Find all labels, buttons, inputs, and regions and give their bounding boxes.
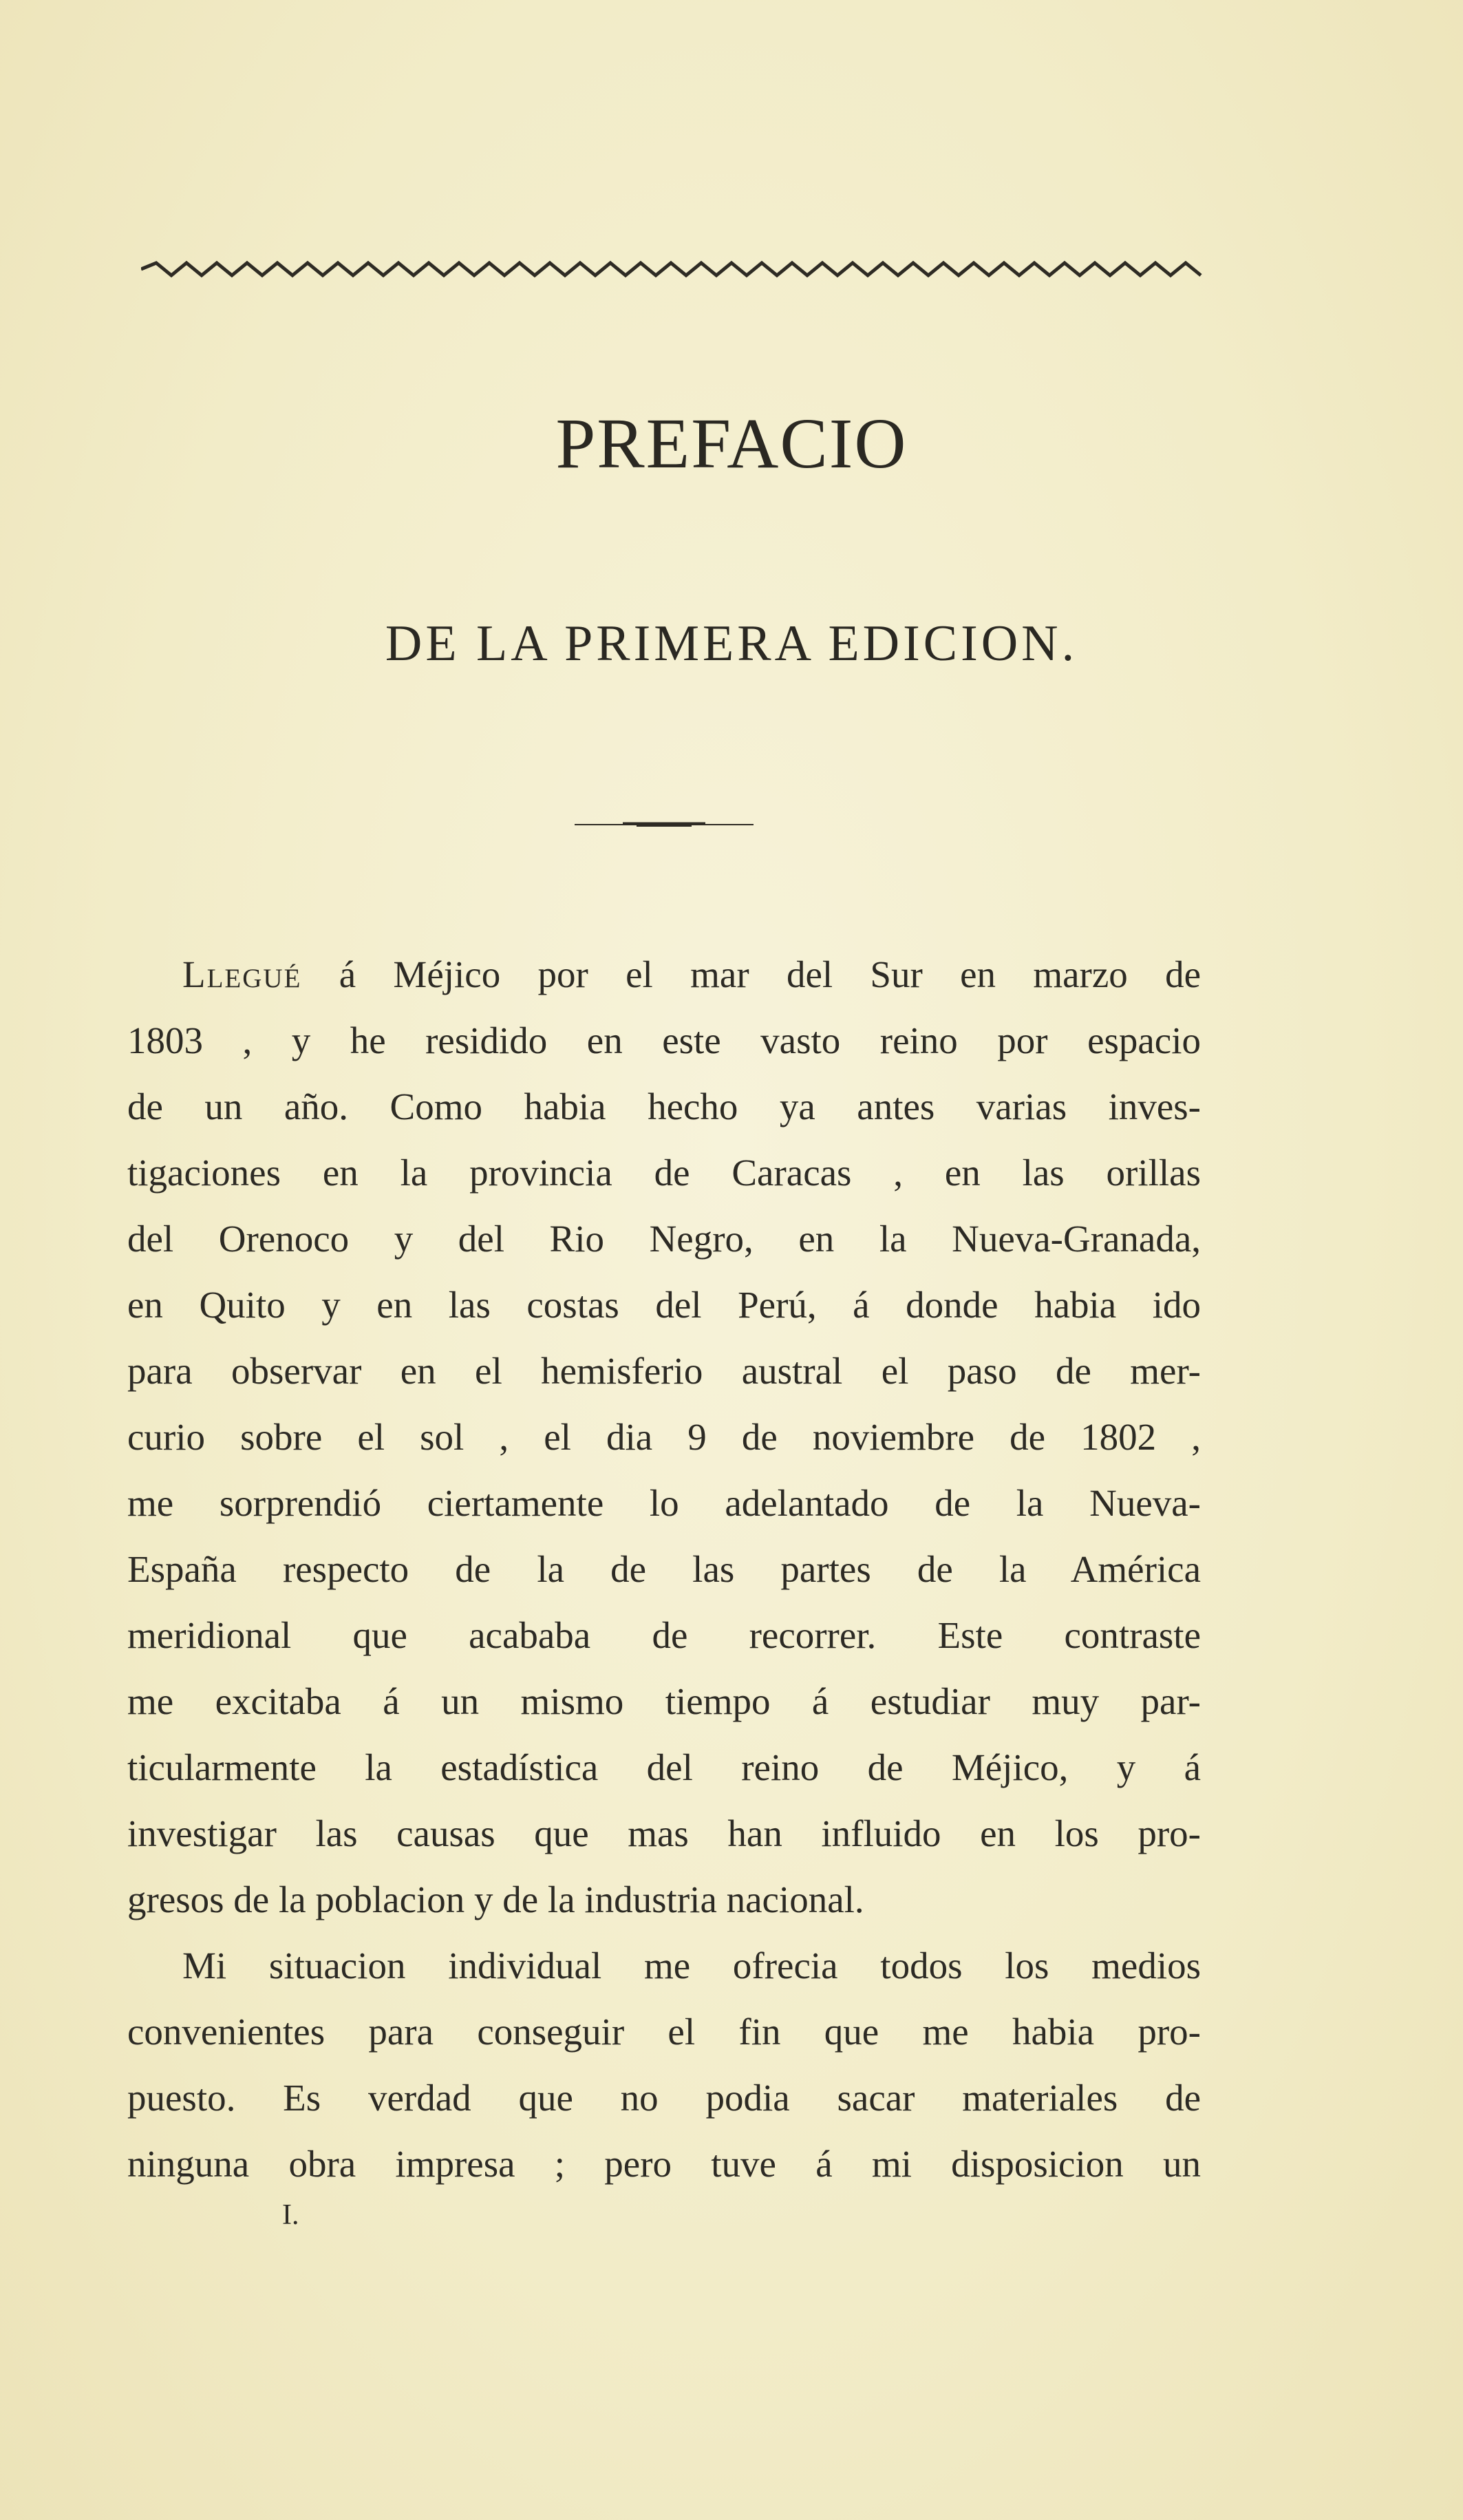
body-text xyxy=(127,942,1201,2197)
text-line: tigaciones en la provincia de Caracas , en las orillas xyxy=(127,1152,1201,1194)
text-line: España respecto de la de las partes de la América xyxy=(127,1548,1201,1590)
text-line: en Quito y en las costas del Perú, á donde habia ido xyxy=(127,1284,1201,1326)
first-word: Llegué xyxy=(182,953,302,995)
page-title: PREFACIO xyxy=(555,404,908,483)
text-line: meridional que acababa de recorrer. Este contraste xyxy=(127,1614,1201,1656)
text-line: gresos de la poblacion y de la industria nacional. xyxy=(127,1878,864,1920)
page-subtitle: DE LA PRIMERA EDICION. xyxy=(385,615,1078,672)
ornamental-border-rule xyxy=(141,257,1204,281)
text-line: curio sobre el sol , el dia 9 de noviembre de 1802 , xyxy=(127,1416,1201,1458)
text-line: puesto. Es verdad que no podia sacar materiales de xyxy=(127,2077,1201,2119)
text-line: me excitaba á un mismo tiempo á estudiar muy par- xyxy=(127,1680,1201,1722)
text-line: ticularmente la estadística del reino de Méjico, y á xyxy=(127,1746,1201,1788)
text-line: convenientes para conseguir el fin que me habia pro- xyxy=(127,2011,1201,2053)
text-line: 1803 , y he residido en este vasto reino por espacio xyxy=(127,1019,1201,1061)
text-line: investigar las causas que mas han influido en los pro- xyxy=(127,1812,1201,1854)
signature-mark: I. xyxy=(282,2199,299,2231)
text-line: para observar en el hemisferio austral el paso de mer- xyxy=(127,1350,1201,1392)
text-line: me sorprendió ciertamente lo adelantado de la Nueva- xyxy=(127,1482,1201,1524)
text-line: Mi situacion individual me ofrecia todos los medios xyxy=(182,1945,1201,1987)
text-line: de un año. Como habia hecho ya antes varias inves- xyxy=(127,1086,1201,1127)
section-divider xyxy=(575,819,754,830)
text-line: del Orenoco y del Rio Negro, en la Nueva-Granada, xyxy=(127,1218,1201,1260)
text-line: ninguna obra impresa ; pero tuve á mi disposicion un xyxy=(127,2143,1201,2185)
text-line: Llegué á Méjico por el mar del Sur en marzo de xyxy=(182,953,1201,995)
